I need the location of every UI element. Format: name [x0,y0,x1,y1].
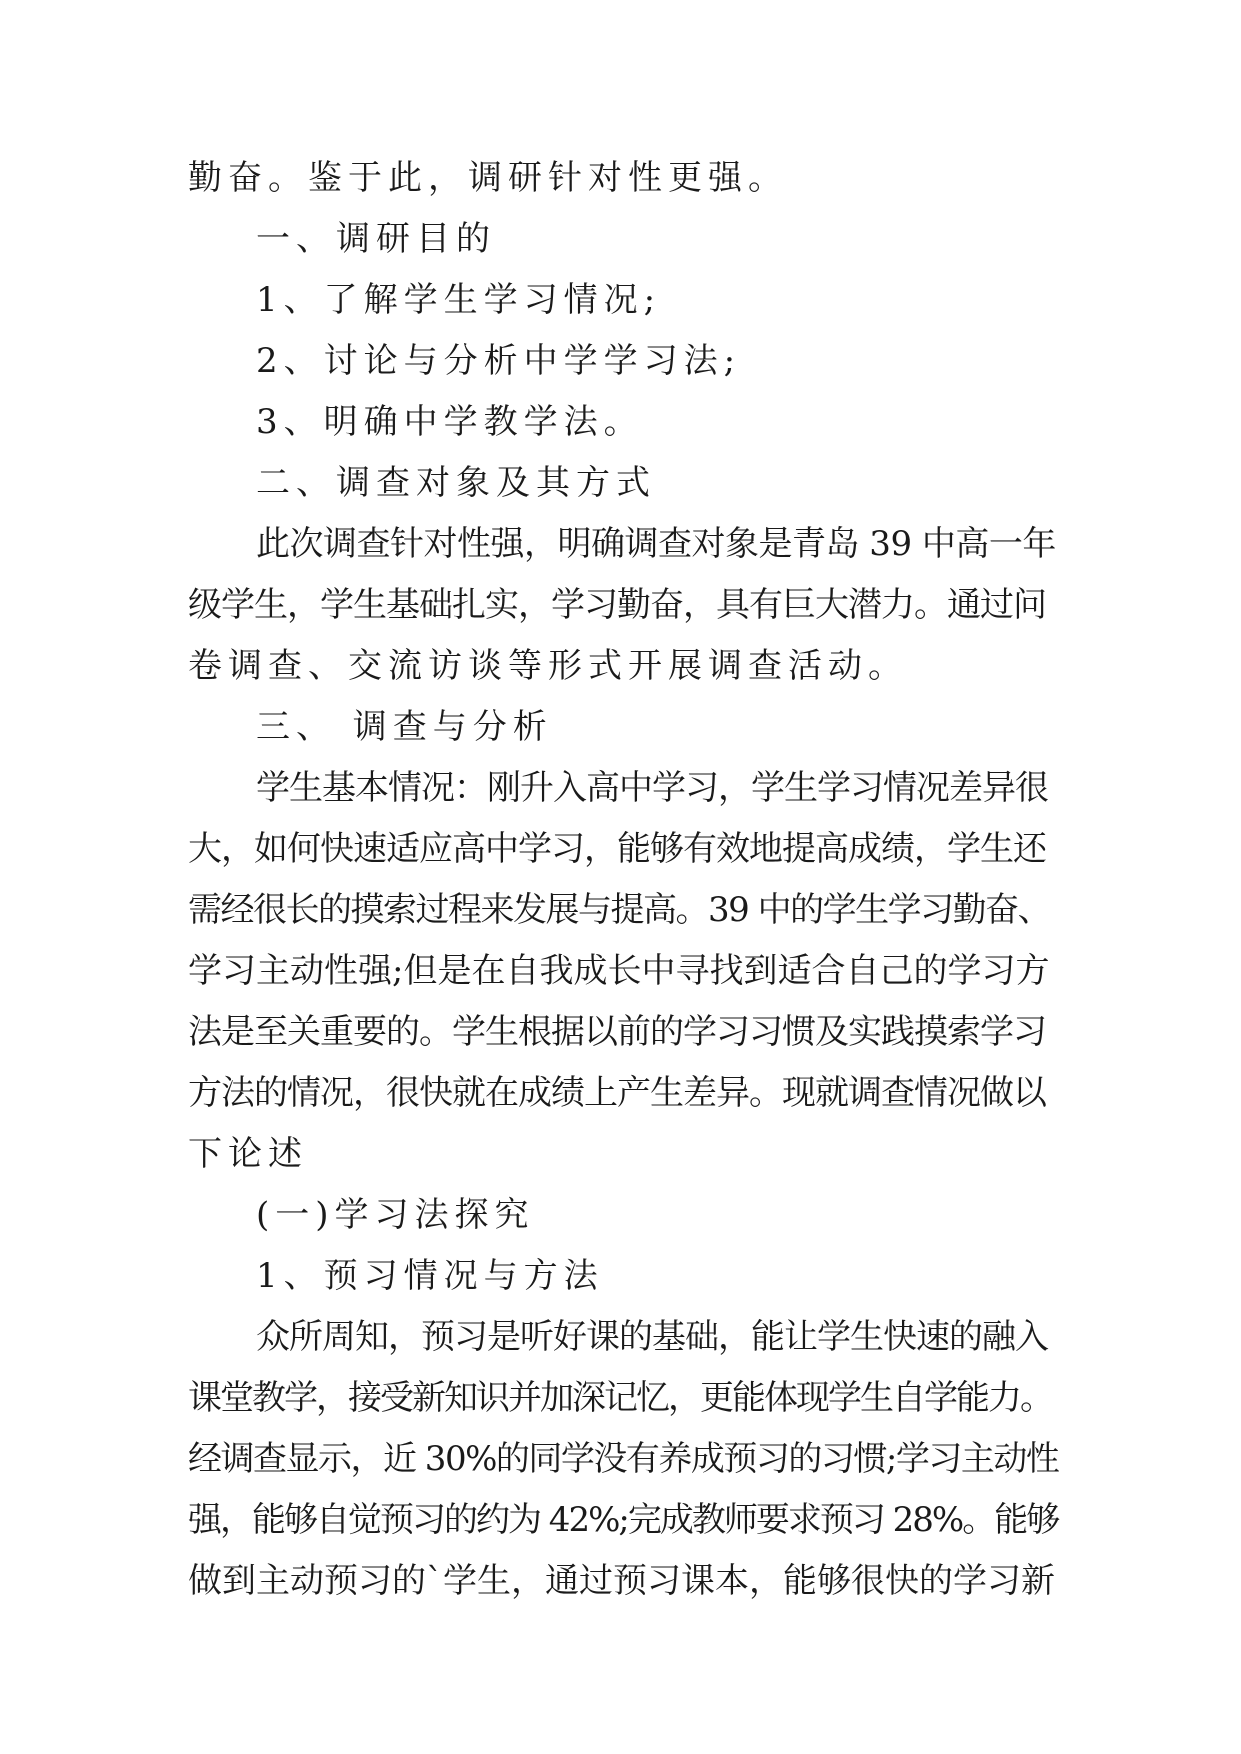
text-line: 学生基本情况：刚升入高中学习，学生学习情况差异很 [256,768,1048,808]
text-line: 级学生，学生基础扎实，学习勤奋，具有巨大潜力。通过问 [188,585,1046,625]
text-line: 做到主动预习的`学生，通过预习课本，能够很快的学习新 [188,1561,1055,1601]
text-line: 课堂教学，接受新知识并加深记忆，更能体现学生自学能力。 [188,1378,1052,1418]
list-item: 3、明确中学教学法。 [256,402,644,442]
text-line: 经调查显示，近 30%的同学没有养成预习的习惯;学习主动性 [188,1439,1059,1479]
text-line: 勤奋。鉴于此，调研针对性更强。 [188,158,788,198]
subsection-heading: 1、预习情况与方法 [256,1256,604,1296]
section-heading: 二、调查对象及其方式 [256,463,656,503]
text-line: 卷调查、交流访谈等形式开展调查活动。 [188,646,908,686]
list-item: 2、讨论与分析中学学习法; [256,341,742,381]
text-line: 学习主动性强;但是在自我成长中寻找到适合自己的学习方 [188,951,1050,991]
text-line: 需经很长的摸索过程来发展与提高。39 中的学生学习勤奋、 [188,890,1051,930]
text-line: 方法的情况，很快就在成绩上产生差异。现就调查情况做以 [188,1073,1046,1113]
text-line: 众所周知，预习是听好课的基础，能让学生快速的融入 [256,1317,1048,1357]
section-heading: 三、 调查与分析 [256,707,553,747]
list-item: 1、了解学生学习情况; [256,280,662,320]
text-line: 强，能够自觉预习的约为 42%;完成教师要求预习 28%。能够 [188,1500,1059,1540]
text-line: 大，如何快速适应高中学习，能够有效地提高成绩，学生还 [188,829,1046,869]
document-body [188,148,1058,1612]
text-line: 下论述 [188,1134,308,1174]
text-line: 此次调查针对性强，明确调查对象是青岛 39 中高一年 [256,524,1056,564]
section-heading: 一、调研目的 [256,219,496,259]
text-line: 法是至关重要的。学生根据以前的学习习惯及实践摸索学习 [188,1012,1046,1052]
subsection-heading: (一)学习法探究 [256,1195,535,1235]
